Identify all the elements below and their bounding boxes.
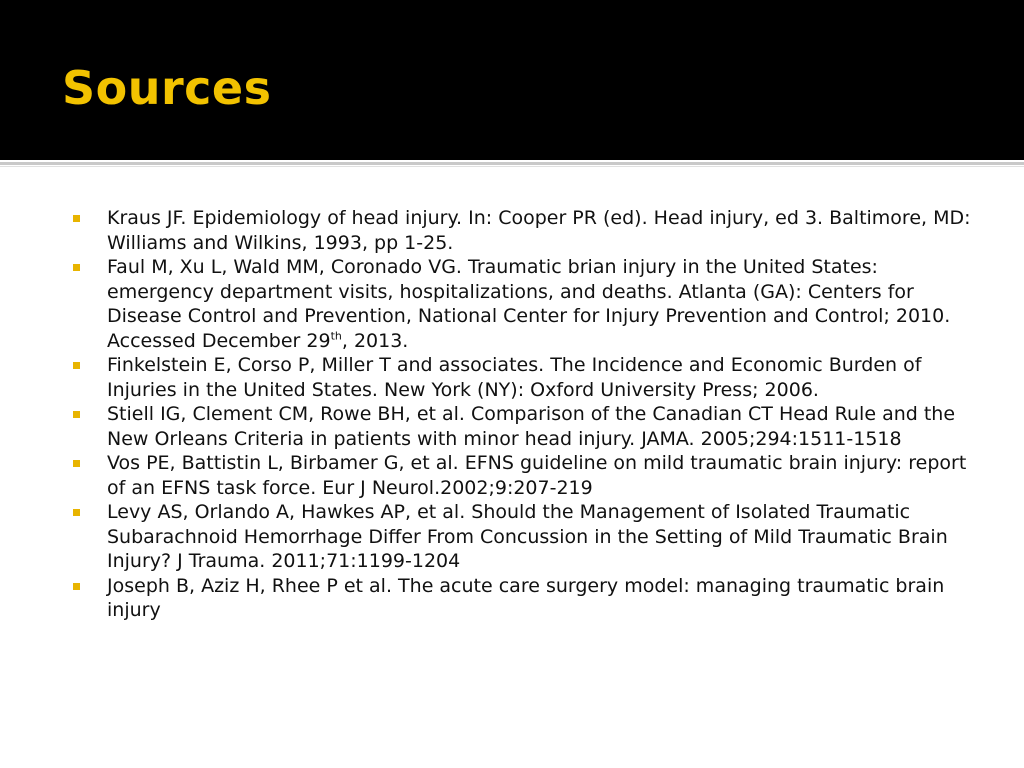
square-bullet-icon (73, 215, 80, 222)
title-divider (0, 162, 1024, 165)
square-bullet-icon (73, 509, 80, 516)
ordinal-suffix: th (330, 329, 342, 343)
reference-text (107, 256, 950, 352)
reference-text: Stiell IG, Clement CM, Rowe BH, et al. Comparison of the Canadian CT Head Rule and the New Orleans Criteria in patients with minor head injury. JAMA. 2005;294:1511-1518 (107, 403, 956, 450)
square-bullet-icon (73, 583, 80, 590)
reference-item (72, 353, 972, 402)
reference-text: Finkelstein E, Corso P, Miller T and associates. The Incidence and Economic Burden of Injuries in the United States. New York (NY): Oxford University Press; 2006. (107, 354, 922, 401)
square-bullet-icon (73, 362, 80, 369)
reference-item (72, 574, 972, 623)
reference-text-tail: , 2013. (341, 329, 409, 352)
slide-title: Sources (62, 61, 272, 115)
square-bullet-icon (73, 411, 80, 418)
reference-text: Kraus JF. Epidemiology of head injury. In: Cooper PR (ed). Head injury, ed 3. Baltimore, MD: Williams and Wilkins, 1993, pp 1-25. (107, 207, 971, 254)
reference-text-main: Faul M, Xu L, Wald MM, Coronado VG. Traumatic brian injury in the United States: emergency department visits, hospitalizations, and deaths. Atlanta (GA): Centers for Disease Control and Prevention, National Center for Injury Prevention and Control; 2010. Accessed December 29 (107, 256, 951, 352)
square-bullet-icon (73, 264, 80, 271)
reference-item (72, 500, 972, 574)
reference-list (72, 206, 972, 623)
reference-item (72, 206, 972, 255)
reference-text: Vos PE, Battistin L, Birbamer G, et al. EFNS guideline on mild traumatic brain injury: report of an EFNS task force. Eur J Neurol.2002;9:207-219 (107, 452, 967, 499)
title-bar (0, 0, 1024, 160)
reference-item (72, 402, 972, 451)
title-divider-shadow (0, 166, 1024, 167)
square-bullet-icon (73, 460, 80, 467)
reference-text: Levy AS, Orlando A, Hawkes AP, et al. Should the Management of Isolated Traumatic Subarachnoid Hemorrhage Differ From Concussion in the Setting of Mild Traumatic Brain Injury? J Trauma. 2011;71:1199-1204 (107, 501, 948, 572)
reference-text: Joseph B, Aziz H, Rhee P et al. The acute care surgery model: managing traumatic brain injury (107, 574, 945, 621)
reference-item (72, 451, 972, 500)
reference-item (72, 255, 972, 353)
